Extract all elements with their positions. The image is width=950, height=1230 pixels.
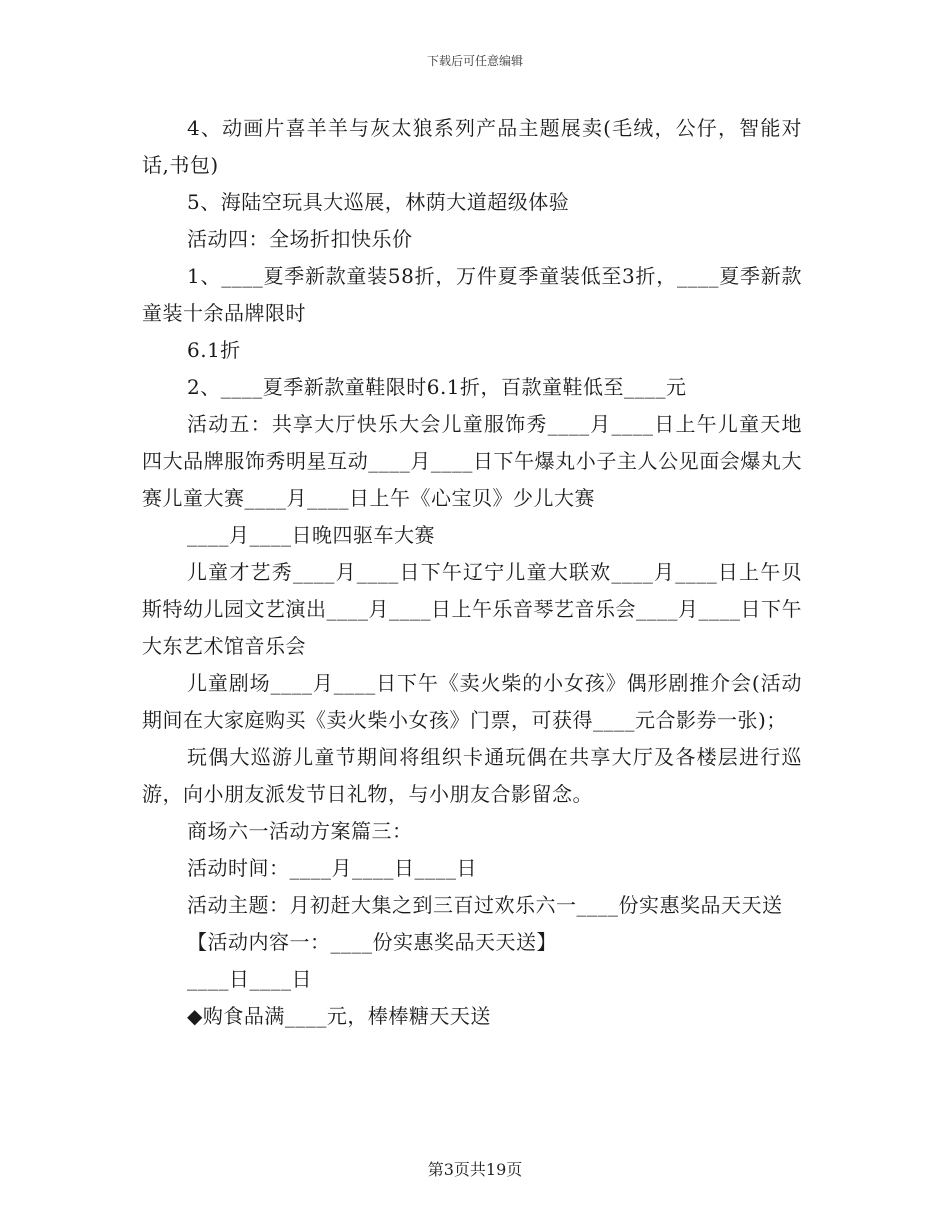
paragraph: 4、动画片喜羊羊与灰太狼系列产品主题展卖(毛绒，公仔，智能对话,书包): [142, 116, 802, 177]
document-body: [142, 110, 802, 1035]
paragraph: 活动时间：____月____日____日: [187, 856, 477, 880]
paragraph: 1、____夏季新款童装58折，万件夏季童装低至3折，____夏季新款童装十余品牌限时: [142, 264, 802, 325]
paragraph: 【活动内容一：____份实惠奖品天天送】: [187, 930, 557, 954]
paragraph: 儿童剧场____月____日下午《卖火柴的小女孩》偶形剧推介会(活动期间在大家庭购买《卖火柴小女孩》门票，可获得____元合影券一张)；: [142, 671, 802, 732]
paragraph: ◆购食品满____元，棒棒糖天天送: [187, 1004, 491, 1028]
section-heading: 活动四：全场折扣快乐价: [187, 227, 413, 251]
section-heading: 商场六一活动方案篇三：: [187, 819, 413, 843]
paragraph: 儿童才艺秀____月____日下午辽宁儿童大联欢____月____日上午贝斯特幼儿园文艺演出____月____日上午乐音琴艺音乐会____月____日下午大东艺术馆音乐会: [142, 560, 802, 658]
paragraph: 2、____夏季新款童鞋限时6.1折，百款童鞋低至____元: [187, 375, 687, 399]
paragraph: 玩偶大巡游儿童节期间将组织卡通玩偶在共享大厅及各楼层进行巡游，向小朋友派发节日礼物，与小朋友合影留念。: [142, 745, 802, 806]
paragraph: ____月____日晚四驱车大赛: [187, 523, 435, 547]
paragraph: 5、海陆空玩具大巡展，林荫大道超级体验: [187, 190, 570, 214]
paragraph: 6.1折: [187, 338, 241, 362]
page-footer: 第3页共19页: [427, 1160, 523, 1179]
page-header: 下载后可任意编辑: [426, 54, 523, 68]
paragraph: ____日____日: [187, 967, 312, 991]
paragraph: 活动主题：月初赶大集之到三百过欢乐六一____份实惠奖品天天送: [187, 893, 783, 917]
paragraph: 活动五：共享大厅快乐大会儿童服饰秀____月____日上午儿童天地四大品牌服饰秀明星互动____月____日下午爆丸小子主人公见面会爆丸大赛儿童大赛____月____日上午《心宝贝》少儿大赛: [142, 412, 802, 510]
